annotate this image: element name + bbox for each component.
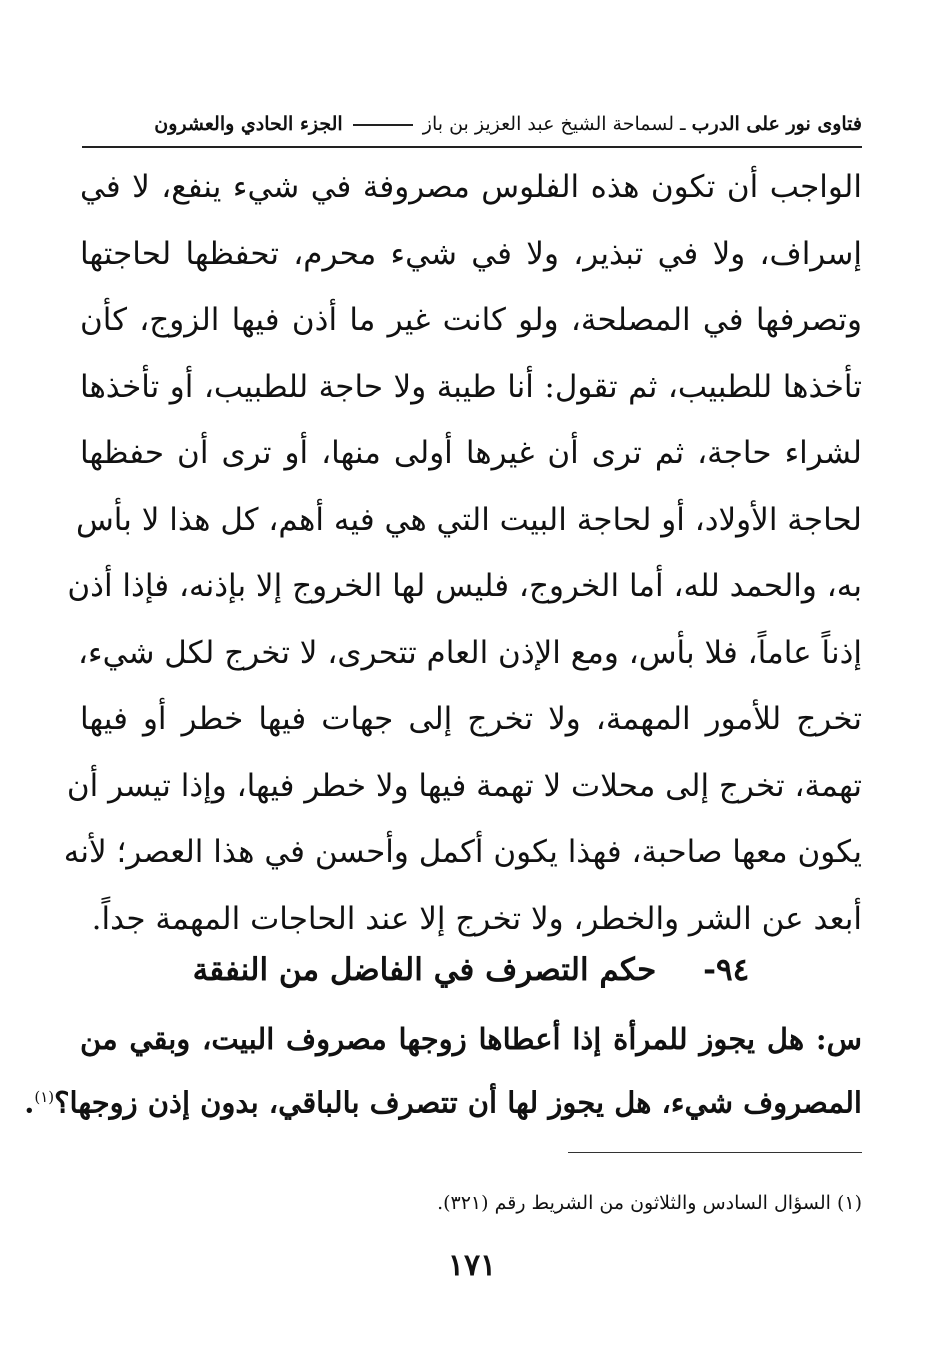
- body-line: لحاجة الأولاد، أو لحاجة البيت التي هي فيه أهم، كل هذا لا بأس: [75, 501, 862, 538]
- running-header: [82, 106, 862, 148]
- body-line: أبعد عن الشر والخطر، ولا تخرج إلا عند الحاجات المهمة جداً.: [91, 900, 862, 937]
- volume-label: الجزء الحادي والعشرون: [154, 113, 343, 135]
- page-number: ١٧١: [447, 1248, 497, 1283]
- body-line: الواجب أن تكون هذه الفلوس مصروفة في شيء ينفع، لا في: [80, 169, 862, 205]
- body-line: به، والحمد لله، أما الخروج، فليس لها الخروج إلا بإذنه، فإذا أذن: [67, 568, 862, 604]
- body-paragraph: [63, 154, 862, 952]
- body-line: تخرج للأمور المهمة، ولا تخرج إلى جهات فيها خطر أو فيها: [80, 701, 862, 737]
- question-text: المصروف شيء، هل يجوز لها أن تتصرف بالباقي، بدون إذن زوجها؟: [54, 1085, 862, 1120]
- question-line: [24, 1068, 862, 1126]
- header-separator-line: [353, 124, 413, 126]
- footnote-reference: (١): [34, 1088, 55, 1106]
- header-separator-short: ـ: [674, 113, 686, 135]
- section-number: ٩٤-: [703, 952, 750, 988]
- body-line: يكون معها صاحبة، فهذا يكون أكمل وأحسن في هذا العصر؛ لأنه: [63, 834, 862, 870]
- section-heading: [80, 940, 862, 1000]
- body-line: إسراف، ولا في تبذير، ولا في شيء محرم، تحفظها لحاجتها: [80, 235, 862, 272]
- body-line: تأخذها للطبيب، ثم تقول: أنا طيبة ولا حاجة للطبيب، أو تأخذها: [80, 368, 862, 405]
- author-name: لسماحة الشيخ عبد العزيز بن باز: [422, 113, 674, 135]
- body-line: لشراء حاجة، ثم ترى أن غيرها أولى منها، أو ترى أن حفظها: [80, 435, 862, 471]
- question-block: [24, 1010, 862, 1126]
- question-end-mark: .: [24, 1085, 35, 1120]
- section-title: حكم التصرف في الفاضل من النفقة: [192, 952, 657, 988]
- footnote: (١) السؤال السادس والثلاثون من الشريط رقم (٣٢١).: [437, 1192, 862, 1214]
- footnote-divider: [568, 1152, 862, 1153]
- book-title: فتاوى نور على الدرب: [691, 113, 862, 135]
- body-line: إذناً عاماً، فلا بأس، ومع الإذن العام تتحرى، لا تخرج لكل شيء،: [78, 634, 862, 671]
- body-line: وتصرفها في المصلحة، ولو كانت غير ما أذن فيها الزوج، كأن: [80, 302, 862, 338]
- question-line: س: هل يجوز للمرأة إذا أعطاها زوجها مصروف البيت، وبقي من: [80, 1022, 862, 1056]
- body-line: تهمة، تخرج إلى محلات لا تهمة فيها ولا خطر فيها، وإذا تيسر أن: [66, 767, 862, 804]
